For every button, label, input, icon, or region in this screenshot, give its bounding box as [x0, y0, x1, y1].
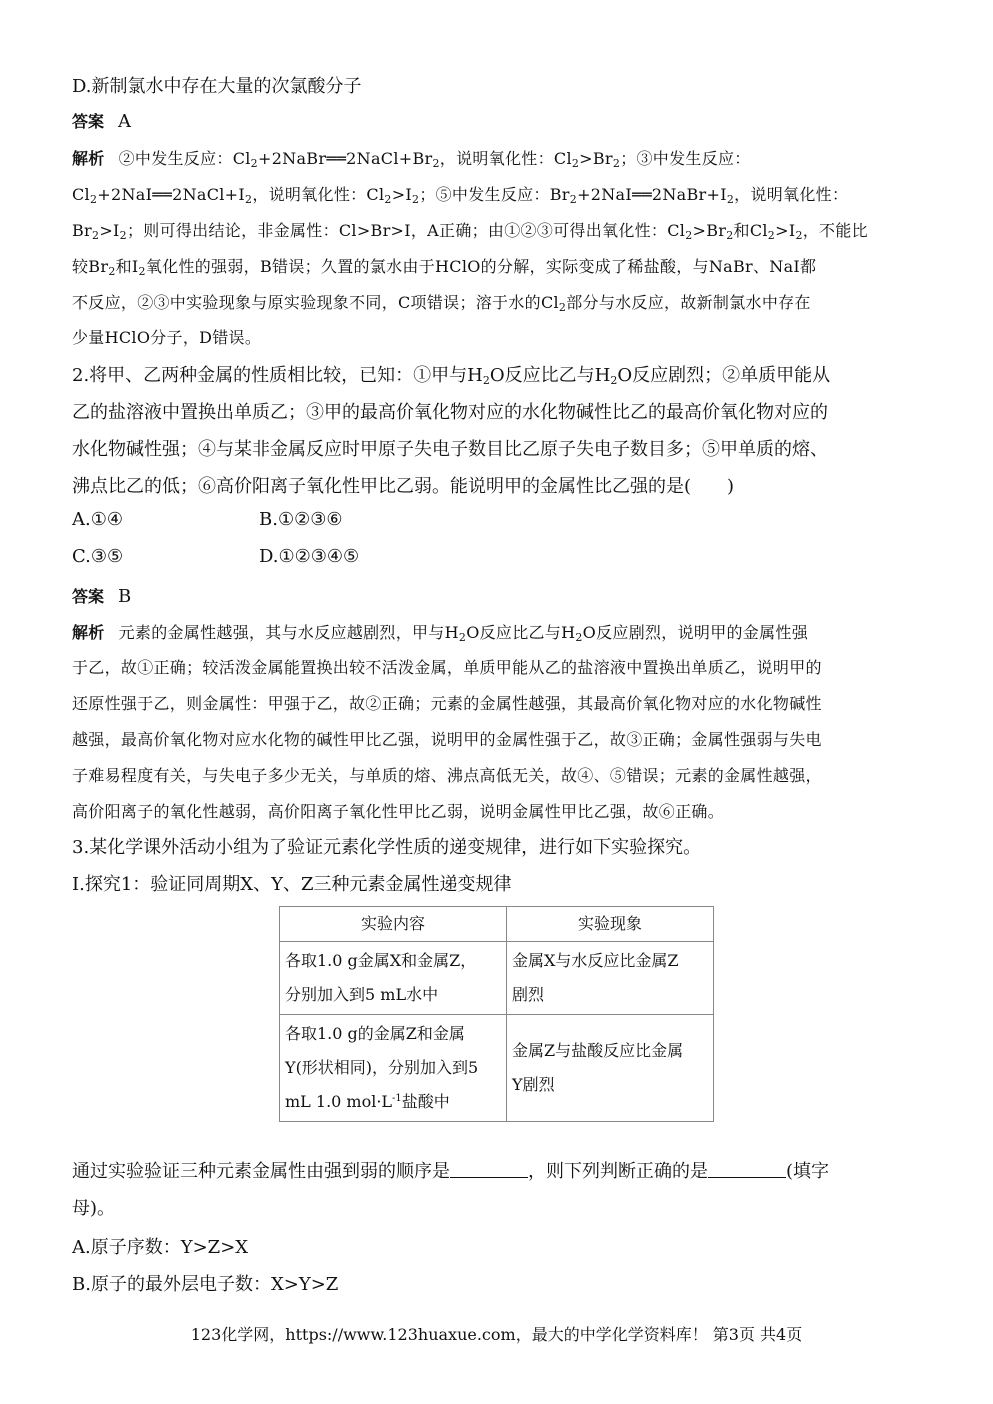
page-footer: 123化学网，https://www.123huaxue.com，最大的中学化学资料库！ 第3页 共4页	[190, 1325, 803, 1344]
q2-answer	[72, 584, 131, 607]
q2-analysis-line-3: 还原性强于乙，则金属性：甲强于乙，故②正确；元素的金属性越强，其最高价氧化物对应的水化物碱性	[72, 694, 822, 713]
analysis-label: 解析	[72, 149, 105, 168]
answer-blank[interactable]	[450, 1163, 528, 1178]
analysis-label: 解析	[72, 623, 105, 642]
q3-stem: 3.某化学课外活动小组为了验证元素化学性质的递变规律，进行如下实验探究。	[72, 837, 702, 858]
table-cell: 金属X与水反应比金属Z 剧烈	[507, 942, 714, 1015]
q3-part1-title: Ⅰ.探究1：验证同周期X、Y、Z三种元素金属性递变规律	[72, 874, 512, 895]
table-header-phenomenon: 实验现象	[507, 907, 714, 942]
q2-stem-line-4: 沸点比乙的低；⑥高价阳离子氧化性甲比乙弱。能说明甲的金属性比乙强的是( )	[72, 476, 735, 497]
q2-stem-line-1: 2.将甲、乙两种金属的性质相比较，已知：①甲与$H_2O$反应比乙与$H_2O$反应剧烈；②单质甲能从	[72, 365, 831, 387]
table-row	[280, 1015, 714, 1122]
table-header-content: 实验内容	[280, 907, 507, 942]
q1-analysis-line-5: 不反应，②③中实验现象与原实验现象不同，C项错误；溶于水的$Cl_2$部分与水反应，故新制氯水中存在	[72, 293, 811, 314]
q3-option-b: B.原子的最外层电子数：X>Y>Z	[72, 1274, 339, 1295]
q3-fill-line-1: 通过实验验证三种元素金属性由强到弱的顺序是 ，则下列判断正确的是 (填字	[72, 1161, 830, 1182]
experiment-table	[279, 906, 714, 1122]
answer-blank[interactable]	[708, 1163, 786, 1178]
table-header-row	[280, 907, 714, 942]
q1-analysis-line-2: $Cl_2+2NaI══2NaCl+I_2$，说明氧化性：$Cl_2>I_2$；⑤中发生反应：$Br_2+2NaI══2NaBr+I_2$，说明氧化性：	[72, 185, 849, 206]
answer-value: B	[118, 586, 132, 607]
q1-analysis-line-6: 少量HClO分子，D错误。	[72, 328, 262, 347]
table-row	[280, 942, 714, 1015]
q1-analysis-line-3: $Br_2>I_2$；则可得出结论，非金属性：Cl>Br>I，A正确；由①②③可得出氧化性：$Cl_2>Br_2$和$Cl_2>I_2$，不能比	[72, 221, 868, 242]
answer-label: 答案	[72, 112, 105, 131]
q2-option-b: B.①②③⑥	[259, 509, 343, 530]
table-cell: 各取1.0 g的金属Z和金属 Y(形状相同)，分别加入到5 mL 1.0 $mol\cdot L^{-1}$盐酸中	[280, 1015, 507, 1122]
q2-stem-line-2: 乙的盐溶液中置换出单质乙；③甲的最高价氧化物对应的水化物碱性比乙的最高价氧化物对应的	[72, 402, 828, 423]
q2-option-a: A.①④	[72, 509, 123, 530]
table-cell: 金属Z与盐酸反应比金属 Y剧烈	[507, 1015, 714, 1122]
q2-analysis-line-5: 子难易程度有关，与失电子多少无关，与单质的熔、沸点高低无关，故④、⑤错误；元素的金属性越强，	[72, 766, 822, 785]
q2-analysis-line-1: 解析 元素的金属性越强，其与水反应越剧烈，甲与$H_2O$反应比乙与$H_2O$反应剧烈，说明甲的金属性强	[72, 623, 808, 644]
q2-analysis-line-4: 越强，最高价氧化物对应水化物的碱性甲比乙强，说明甲的金属性强于乙，故③正确；金属性强弱与失电	[72, 730, 822, 749]
q2-stem-line-3: 水化物碱性强；④与某非金属反应时甲原子失电子数目比乙原子失电子数目多；⑤甲单质的熔、	[72, 439, 828, 460]
q1-analysis-line-1: 解析 ②中发生反应：$Cl_2+2NaBr══2NaCl+Br_2$，说明氧化性：$Cl_2>Br_2$；③中发生反应：	[72, 149, 751, 170]
q1-option-d: D.新制氯水中存在大量的次氯酸分子	[72, 76, 362, 97]
q1-analysis-line-4: 较$Br_2$和$I_2$氧化性的强弱，B错误；久置的氯水由于HClO的分解，实际变成了稀盐酸，与NaBr、NaI都	[72, 257, 817, 278]
q1-answer	[72, 109, 131, 132]
answer-value: A	[118, 111, 132, 132]
table-cell: 各取1.0 g金属X和金属Z， 分别加入到5 mL水中	[280, 942, 507, 1015]
q2-option-c: C.③⑤	[72, 546, 124, 567]
q2-option-d: D.①②③④⑤	[259, 546, 360, 567]
q3-fill-line-2: 母)。	[72, 1198, 116, 1219]
q2-analysis-line-2: 于乙，故①正确；较活泼金属能置换出较不活泼金属，单质甲能从乙的盐溶液中置换出单质乙，说明甲的	[72, 658, 822, 677]
answer-label: 答案	[72, 587, 105, 606]
q2-analysis-line-6: 高价阳离子的氧化性越弱，高价阳离子氧化性甲比乙弱，说明金属性甲比乙强，故⑥正确。	[72, 802, 725, 821]
q3-option-a: A.原子序数：Y>Z>X	[72, 1237, 249, 1258]
